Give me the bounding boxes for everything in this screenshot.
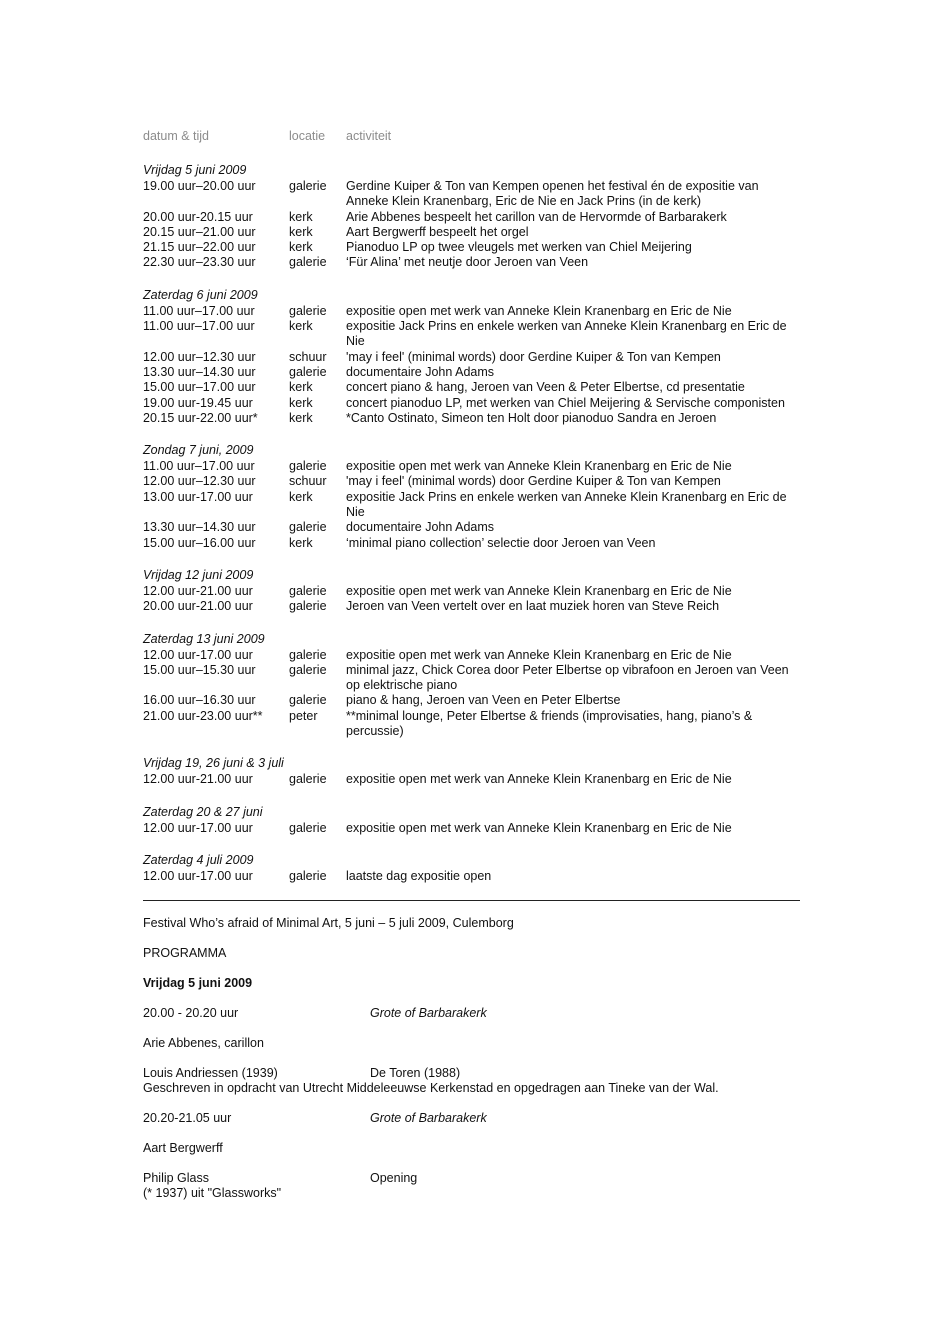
schedule-row — [143, 584, 800, 599]
schedule-row — [143, 319, 800, 350]
day-title: Zaterdag 13 juni 2009 — [143, 631, 265, 646]
row-time: 20.00 uur-21.00 uur — [143, 599, 253, 614]
row-location: galerie — [289, 662, 327, 677]
row-location: galerie — [289, 364, 327, 379]
work-note: Geschreven in opdracht van Utrecht Middeleeuwse Kerkenstad en opgedragen aan Tineke van der Wal. — [143, 1081, 719, 1096]
row-time: 20.00 uur-20.15 uur — [143, 209, 253, 224]
row-activity: concert pianoduo LP, met werken van Chiel Meijering & Servische componisten — [346, 395, 785, 410]
row-activity: expositie open met werk van Anneke Klein Kranenbarg en Eric de Nie — [346, 303, 732, 318]
row-activity: concert piano & hang, Jeroen van Veen & Peter Elbertse, cd presentatie — [346, 380, 745, 395]
row-time: 12.00 uur-21.00 uur — [143, 583, 253, 598]
row-time: 22.30 uur–23.30 uur — [143, 255, 256, 270]
performer: Arie Abbenes, carillon — [143, 1036, 264, 1051]
row-location: galerie — [289, 820, 327, 835]
slot-time: 20.00 - 20.20 uur — [143, 1006, 239, 1021]
row-location: kerk — [289, 535, 313, 550]
row-time: 12.00 uur–12.30 uur — [143, 349, 256, 364]
program-slot — [143, 1006, 800, 1021]
schedule-row — [143, 459, 800, 474]
row-activity: minimal jazz, Chick Corea door Peter Elbertse op vibrafoon en Jeroen van Veen op elektrische piano — [346, 662, 789, 693]
schedule-row — [143, 663, 800, 694]
work-line — [143, 1066, 800, 1081]
day-title: Vrijdag 5 juni 2009 — [143, 163, 247, 177]
row-time: 13.30 uur–14.30 uur — [143, 520, 256, 535]
row-location: galerie — [289, 303, 327, 318]
day-block — [143, 631, 800, 740]
schedule-row — [143, 599, 800, 614]
day-block — [143, 162, 800, 271]
row-activity: ‘minimal piano collection’ selectie door Jeroen van Veen — [346, 535, 656, 550]
day-block — [143, 804, 800, 836]
row-time: 21.15 uur–22.00 uur — [143, 240, 256, 255]
day-block — [143, 442, 800, 551]
row-location: kerk — [289, 209, 313, 224]
schedule-row — [143, 350, 800, 365]
row-time: 11.00 uur–17.00 uur — [143, 319, 255, 334]
row-location: galerie — [289, 647, 327, 662]
day-block — [143, 287, 800, 426]
day-block — [143, 852, 800, 884]
work-title: De Toren (1988) — [370, 1066, 461, 1081]
row-location: kerk — [289, 410, 313, 425]
schedule-row — [143, 255, 800, 270]
work-composer: Louis Andriessen (1939) — [143, 1066, 278, 1081]
schedule-row — [143, 490, 800, 521]
festival-line: Festival Who’s afraid of Minimal Art, 5 juni – 5 juli 2009, Culemborg — [143, 916, 514, 931]
schedule-row — [143, 411, 800, 426]
row-time: 16.00 uur–16.30 uur — [143, 693, 256, 708]
row-location: galerie — [289, 583, 327, 598]
row-activity: expositie open met werk van Anneke Klein Kranenbarg en Eric de Nie — [346, 459, 732, 474]
row-time: 13.00 uur-17.00 uur — [143, 489, 253, 504]
work-line — [143, 1171, 800, 1186]
program-slot — [143, 1111, 800, 1126]
schedule-row — [143, 709, 800, 740]
schedule-row — [143, 210, 800, 225]
schedule-row — [143, 179, 800, 210]
row-activity: Arie Abbenes bespeelt het carillon van de Hervormde of Barbarakerk — [346, 209, 727, 224]
row-location: kerk — [289, 319, 313, 334]
row-activity: expositie open met werk van Anneke Klein Kranenbarg en Eric de Nie — [346, 647, 732, 662]
row-activity: Pianoduo LP op twee vleugels met werken van Chiel Meijering — [346, 240, 692, 255]
day-title: Vrijdag 12 juni 2009 — [143, 567, 254, 582]
row-location: kerk — [289, 395, 313, 410]
slot-venue: Grote of Barbarakerk — [370, 1006, 487, 1021]
day-block — [143, 755, 800, 787]
row-time: 20.15 uur–21.00 uur — [143, 224, 256, 239]
schedule-row — [143, 693, 800, 708]
schedule-row — [143, 821, 800, 836]
row-time: 20.15 uur-22.00 uur* — [143, 410, 258, 425]
row-activity: expositie open met werk van Anneke Klein Kranenbarg en Eric de Nie — [346, 583, 732, 598]
day-title: Zaterdag 20 & 27 juni — [143, 804, 263, 819]
row-location: galerie — [289, 868, 327, 883]
schedule-row — [143, 536, 800, 551]
work-note: (* 1937) uit "Glassworks" — [143, 1186, 282, 1201]
row-location: galerie — [289, 459, 327, 474]
row-activity: expositie Jack Prins en enkele werken van Anneke Klein Kranenbarg en Eric de Nie — [346, 489, 787, 520]
row-time: 15.00 uur–17.00 uur — [143, 380, 256, 395]
schedule-row — [143, 520, 800, 535]
row-activity: piano & hang, Jeroen van Veen en Peter Elbertse — [346, 693, 621, 708]
row-time: 19.00 uur–20.00 uur — [143, 179, 256, 193]
schedule-row — [143, 380, 800, 395]
schedule-row — [143, 772, 800, 787]
schedule-header — [143, 128, 800, 144]
header-datetime: datum & tijd — [143, 129, 210, 143]
row-location: kerk — [289, 489, 313, 504]
row-location: peter — [289, 708, 318, 723]
schedule — [143, 162, 800, 884]
row-time: 12.00 uur-21.00 uur — [143, 772, 253, 787]
row-time: 12.00 uur-17.00 uur — [143, 868, 253, 883]
row-activity: documentaire John Adams — [346, 520, 495, 535]
row-location: kerk — [289, 224, 313, 239]
day-block — [143, 567, 800, 615]
day-title: Zaterdag 6 juni 2009 — [143, 287, 258, 302]
work-title: Opening — [370, 1171, 418, 1186]
divider — [143, 900, 800, 901]
row-time: 11.00 uur–17.00 uur — [143, 459, 255, 474]
row-activity: 'may i feel' (minimal words) door Gerdine Kuiper & Ton van Kempen — [346, 349, 721, 364]
row-location: schuur — [289, 474, 327, 489]
row-activity: Gerdine Kuiper & Ton van Kempen openen het festival én de expositie van Anneke Klein Kranenbarg, Eric de Nie en Jack Prins (in de kerk) — [346, 179, 759, 209]
schedule-row — [143, 365, 800, 380]
day-title: Zaterdag 4 juli 2009 — [143, 852, 254, 867]
row-location: kerk — [289, 240, 313, 255]
row-time: 12.00 uur-17.00 uur — [143, 820, 253, 835]
performer: Aart Bergwerff — [143, 1141, 223, 1156]
schedule-row — [143, 396, 800, 411]
schedule-row — [143, 648, 800, 663]
slot-venue: Grote of Barbarakerk — [370, 1111, 487, 1126]
row-location: galerie — [289, 255, 327, 270]
row-location: kerk — [289, 380, 313, 395]
slot-time: 20.20-21.05 uur — [143, 1111, 232, 1126]
row-time: 15.00 uur–16.00 uur — [143, 535, 256, 550]
day-title: Vrijdag 19, 26 juni & 3 juli — [143, 756, 284, 771]
row-activity: documentaire John Adams — [346, 364, 495, 379]
row-location: galerie — [289, 772, 327, 787]
work-composer: Philip Glass — [143, 1171, 209, 1186]
schedule-row — [143, 240, 800, 255]
row-time: 15.00 uur–15.30 uur — [143, 662, 256, 677]
row-activity: 'may i feel' (minimal words) door Gerdine Kuiper & Ton van Kempen — [346, 474, 721, 489]
row-activity: **minimal lounge, Peter Elbertse & friends (improvisaties, hang, piano’s & percussie) — [346, 708, 753, 739]
row-activity: ‘Für Alina’ met neutje door Jeroen van Veen — [346, 255, 589, 270]
row-time: 12.00 uur–12.30 uur — [143, 474, 256, 489]
program-day-heading: Vrijdag 5 juni 2009 — [143, 976, 253, 991]
row-activity: Jeroen van Veen vertelt over en laat muziek horen van Steve Reich — [346, 599, 720, 614]
row-location: galerie — [289, 520, 327, 535]
row-location: schuur — [289, 349, 327, 364]
program-heading: PROGRAMMA — [143, 946, 227, 961]
header-location: locatie — [289, 129, 326, 143]
row-location: galerie — [289, 599, 327, 614]
row-time: 19.00 uur-19.45 uur — [143, 395, 253, 410]
row-time: 21.00 uur-23.00 uur** — [143, 708, 263, 723]
row-activity: *Canto Ostinato, Simeon ten Holt door pianoduo Sandra en Jeroen — [346, 410, 717, 425]
day-title: Zondag 7 juni, 2009 — [143, 443, 254, 458]
row-time: 12.00 uur-17.00 uur — [143, 647, 253, 662]
row-activity: expositie open met werk van Anneke Klein Kranenbarg en Eric de Nie — [346, 820, 732, 835]
schedule-row — [143, 474, 800, 489]
schedule-row — [143, 225, 800, 240]
page — [143, 128, 800, 1201]
row-location: galerie — [289, 693, 327, 708]
header-activity: activiteit — [346, 129, 392, 143]
row-activity: expositie Jack Prins en enkele werken van Anneke Klein Kranenbarg en Eric de Nie — [346, 319, 787, 349]
row-time: 13.30 uur–14.30 uur — [143, 364, 256, 379]
schedule-row — [143, 304, 800, 319]
row-time: 11.00 uur–17.00 uur — [143, 303, 255, 318]
schedule-row — [143, 869, 800, 884]
row-location: galerie — [289, 179, 327, 193]
row-activity: laatste dag expositie open — [346, 868, 492, 883]
row-activity: expositie open met werk van Anneke Klein Kranenbarg en Eric de Nie — [346, 772, 732, 787]
row-activity: Aart Bergwerff bespeelt het orgel — [346, 224, 529, 239]
